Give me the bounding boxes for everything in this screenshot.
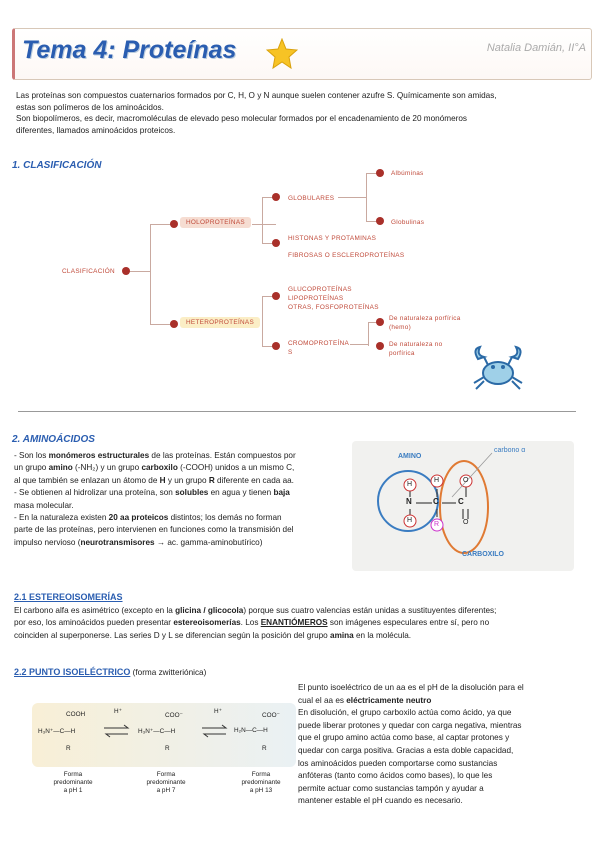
structure-ph1: H₃N⁺—C—H [38, 728, 76, 735]
tree-node-dot [122, 267, 130, 275]
forma-ph7-caption: Forma predominante a pH 7 [146, 771, 186, 794]
structure-ph7: H₃N⁺—C—H [138, 728, 176, 735]
equilibrium-arrow-icon [200, 718, 230, 744]
intro-paragraph: Las proteínas son compuestos cuaternarios formados por C, H, O y N aunque suelen contener azufre S. Químicamente son amidas, estas son polímeros de los aminoácidos. Son biopolímeros, es decir, macromoléculas de elevado peso molecular formados por el encadenamiento de 20 monómeros diferentes, llamados aminoácidos proteicos. [16, 91, 497, 135]
tree-node-dot [170, 220, 178, 228]
tree-node-dot [170, 320, 178, 328]
tree-fibrosas: FIBROSAS O ESCLEROPROTEÍNAS [288, 252, 405, 259]
amino-label: AMINO [398, 453, 422, 460]
tree-node-dot [376, 318, 384, 326]
estereoisomerias-text: El carbono alfa es asimétrico (excepto en la glicina / glicocola) porque sus cuatro valencias están unidas a sustituyentes diferentes; por eso, los aminoácidos pueden presentar estereoisomerías. Los ENANTIÓMEROS son imágenes especulares entre sí, pero no coinciden al superponerse. Las series D y L se diferencian según la posición del grupo amina en la molécula. [14, 606, 497, 640]
page-title: Tema 4: Proteínas [22, 36, 237, 64]
estereoisomerias-title: 2.1 ESTEREOISOMERÍAS [14, 592, 123, 602]
tree-node-dot [376, 217, 384, 225]
carboxilo-label: CARBOXILO [462, 551, 504, 558]
tree-node-dot [376, 169, 384, 177]
tree-globulinas: Globulinas [391, 219, 425, 226]
tree-node-dot [272, 239, 280, 247]
punto-isoelectrico-text: El punto isoeléctrico de un aa es el pH de la disolución para el cual el aa es eléctricamente neutro En disolución, el grupo carboxilo actúa como ácido, ya que puede liberar protones y quedar con carga negativa, mientras que el grupo amino actúa como base, al captar protones y quedar con carga positiva. Gracias a esta doble capacidad, los aminoácidos pueden comportarse como sustancias anfóteras (tanto como ácidos como bases), lo que les permite actuar como sustancias tampón y ayudar a mantener estable el pH cuando es necesario. [298, 683, 524, 806]
r-group: R [165, 745, 170, 752]
tree-globulares: GLOBULARES [288, 195, 335, 202]
section-aminoacidos-title: 2. AMINOÁCIDOS [12, 434, 95, 445]
tree-porfirica: De naturaleza porfírica (hemo) [389, 315, 461, 331]
carbon-alpha-atom: C [433, 497, 439, 506]
section-divider [18, 411, 576, 412]
carbonyl-oxygen: O [463, 519, 469, 526]
tree-node-dot [272, 342, 280, 350]
crab-icon [466, 345, 530, 395]
hydrogen-atom: H [434, 477, 440, 484]
r-group: R [66, 745, 71, 752]
carboxyl-carbon-atom: C [458, 497, 464, 506]
structure-ph13: H₂N—C—H [234, 727, 268, 734]
cooh-group: COOH [66, 711, 86, 718]
tree-no-porfirica: De naturaleza no porfírica [389, 341, 443, 357]
tree-histonas: HISTONAS Y PROTAMINAS [288, 235, 377, 242]
tree-otras-heteroproteinas: GLUCOPROTEÍNAS LIPOPROTEÍNAS OTRAS, FOSFOPROTEÍNAS [288, 286, 379, 311]
tree-heteroproteinas: HETEROPROTEÍNAS [180, 317, 260, 328]
tree-albuminas: Albúminas [391, 170, 424, 177]
aminoacidos-text: - Son los monómeros estructurales de las proteínas. Están compuestos por un grupo amino (-NH₂) y un grupo carboxilo (-COOH) unidos a un mismo C, al que también se enlazan un átomo de H y un grupo R diferente en cada aa. - Se obtienen al hidrolizar una proteína, son solubles en agua y tienen baja masa molecular. - En la naturaleza existen 20 aa proteicos distintos; los demás no forman parte de las proteínas, pero intervienen en funciones como la transmisión del impulso nervioso (neurotransmisores → ac. gamma-aminobutírico) [14, 451, 296, 547]
carbono-alfa-label: carbono α [494, 447, 526, 454]
coo-group: COO⁻ [262, 712, 280, 719]
equilibrium-arrow-icon [102, 718, 132, 744]
tree-node-dot [272, 292, 280, 300]
tree-node-dot [376, 342, 384, 350]
star-icon [266, 38, 298, 70]
tree-root-label: CLASIFICACIÓN [62, 268, 115, 275]
forma-ph1-caption: Forma predominante a pH 1 [53, 771, 93, 794]
coo-group: COO⁻ [165, 712, 183, 719]
r-group: R [434, 521, 440, 528]
hplus-label: H⁺ [214, 708, 222, 715]
punto-isoelectrico-heading: 2.2 PUNTO ISOELÉCTRICO (forma zwitteriónica) [14, 667, 207, 677]
tree-node-dot [272, 193, 280, 201]
r-group: R [262, 745, 267, 752]
hydrogen-atom: H [407, 481, 413, 488]
hydroxyl-oxygen: O [463, 477, 469, 484]
section-clasificacion-title: 1. CLASIFICACIÓN [12, 160, 102, 171]
tree-holoproteinas: HOLOPROTEÍNAS [180, 217, 251, 228]
author: Natalia Damián, II°A [486, 42, 586, 54]
tree-cromoproteinas: CROMOPROTEÍNA S [288, 340, 350, 356]
forma-ph13-caption: Forma predominante a pH 13 [241, 771, 281, 794]
nitrogen-atom: N [406, 497, 412, 506]
amino-acid-diagram [352, 441, 574, 571]
hydrogen-atom: H [407, 517, 413, 524]
hplus-label: H⁺ [114, 708, 122, 715]
